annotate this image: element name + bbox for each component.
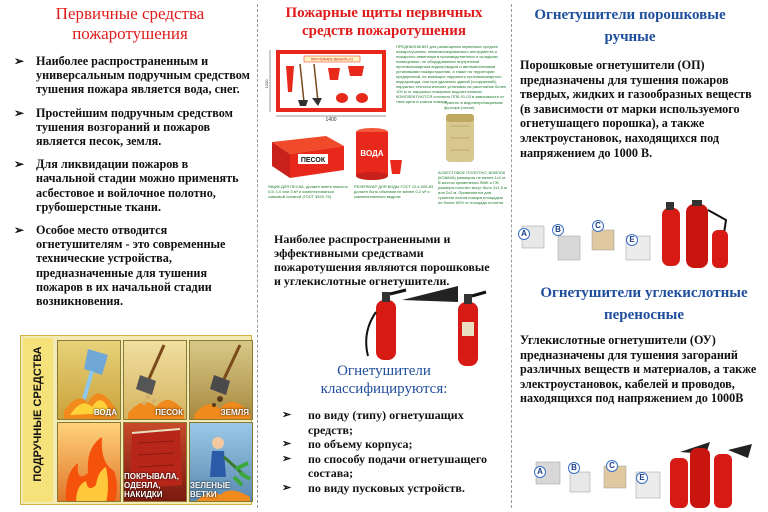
column2-bullets <box>282 408 508 495</box>
class-tag-a: A <box>534 466 546 478</box>
tile-label: ПОКРЫВАЛА, ОДЕЯЛА, НАКИДКИ <box>124 472 179 499</box>
water-barrel-caption: РЕЗЕРВУАР ДЛЯ ВОДЫ ГОСТ 12.4.009-83 должен быть объемом не менее 0,2 м³ и комплектоваться ведром <box>354 184 434 199</box>
panel-sign: ПРИ ПОЖАРЕ ЗВОНИТЬ 01 <box>311 57 353 62</box>
class-tag-c: C <box>592 220 604 232</box>
arrow-bullet-icon: ➢ <box>282 481 292 494</box>
tile-label: ВОДА <box>93 408 117 417</box>
improvised-means-collage <box>20 335 252 505</box>
list-item: ➢ по объему корпуса; <box>282 437 413 451</box>
tile-label: ЗЕМЛЯ <box>220 408 249 417</box>
arrow-bullet-icon: ➢ <box>14 223 25 238</box>
powder-extinguishers-title: Огнетушители порошковые ручные <box>534 7 726 45</box>
tile-earth <box>189 340 253 420</box>
arrow-bullet-icon: ➢ <box>14 105 25 120</box>
class-tag-e: E <box>636 472 648 484</box>
tile-label: ЗЕЛЕНЫЕ ВЕТКИ <box>190 481 231 499</box>
sand-box-icon <box>268 128 348 180</box>
panel-height-dimension: 1200 <box>264 79 269 89</box>
column-primary-means <box>0 0 256 512</box>
list-item: ➢ Простейшим подручным средством тушения возгораний и пожаров является песок, земля. <box>14 105 233 149</box>
tile-water <box>57 340 121 420</box>
column1-title: Первичные средства пожаротушения <box>55 4 205 43</box>
fire-icon <box>58 423 121 502</box>
column1-bullets <box>14 54 250 317</box>
class-tag-c: C <box>606 460 618 472</box>
column2-subtitle: Огнетушители классифицируются: <box>320 363 448 397</box>
fire-panel-diagram <box>264 46 394 122</box>
list-item: ➢ по способу подачи огнетушащего состава; <box>282 451 488 480</box>
asbestos-cloth-caption: АСБЕСТОВОЕ ПОЛОТНО, ВОЙЛОК (КОШМА) размером не менее 1х1 м. В местах применения ЛВЖ и ГЖ размеры полотен могут быть 2х1,5 м или 2х2 м. Применяется для тушения очагов пожара площадью не более 50% от площади полотна <box>438 170 507 205</box>
list-item: ➢ Наиболее распространенным и универсальным подручным средством тушения пожара является вода, снег. <box>14 54 250 97</box>
sand-box-caption: ЯЩИК ДЛЯ ПЕСКА, должен иметь емкость 0,5; 1,0 или 3 м³ и комплектоваться совковой лопатой (ГОСТ 3620-76) <box>268 184 348 199</box>
extinguishers-pair-icon <box>362 282 512 372</box>
panel-description: ПРЕДНАЗНАЧЕН для размещения первичных средств пожаротушения, немеханизированного инструмента и пожарного инвентаря в производственных и складских помещениях, не оборудованных внутренним противопожарным водопроводом и автоматическими установками пожаротушения, а также на территории предприятий, не имеющих наружного противопожарного водопровода, или при удалении зданий (сооружений), наружных технологических установок на расстояние более 100 м от наружных пожарных водоисточников. КОМПЛЕКТУЮТСЯ согласно ППБ 01-03 в зависимости от типа щита и класса пожара <box>396 44 507 104</box>
tile-blanket <box>123 422 187 502</box>
column2-body-text: Наиболее распространенными и эффективными средствами пожаротушения являются порошковые и углекислотные огнетушители. <box>274 232 490 288</box>
co2-extinguishers-title: Огнетушители углекислотные переносные <box>540 285 748 323</box>
list-item: ➢ по виду пусковых устройств. <box>282 480 465 495</box>
arrow-bullet-icon: ➢ <box>282 452 292 465</box>
list-item: ➢ по виду (типу) огнетушащих средств; <box>282 408 464 437</box>
class-tag-b: B <box>568 462 580 474</box>
tile-label: ПЕСОК <box>155 408 183 417</box>
co2-extinguishers-text: Углекислотные огнетушители (ОУ) предназначены для тушения загораний различных веществ и материалов, а также электроустановок, кабелей и проводов, находящихся под напряжением до 1000В <box>520 333 757 406</box>
class-tag-e: E <box>626 234 638 246</box>
class-tag-a: A <box>518 228 530 240</box>
class-tag-b: B <box>552 224 564 236</box>
arrow-bullet-icon: ➢ <box>282 438 292 450</box>
water-barrel-label: ВОДА <box>360 149 384 158</box>
arrow-bullet-icon: ➢ <box>282 409 292 421</box>
collage-vertical-label: ПОДРУЧНЫЕ СРЕДСТВА <box>23 338 53 502</box>
arrow-bullet-icon: ➢ <box>14 54 25 68</box>
column-extinguishers <box>512 0 768 512</box>
tile-fire <box>57 422 121 502</box>
panel-width-dimension: 1400 <box>325 117 337 122</box>
arrow-bullet-icon: ➢ <box>14 157 25 172</box>
powder-extinguishers-text: Порошковые огнетушители (ОП) предназначены для тушения пожаров твердых, жидких и газообразных веществ (в зависимости от марки используемого огнетушащего порошка), а также электроустановок, находящихся под напряжением до 1000 В. <box>520 58 752 160</box>
asbestos-cloth-case-icon <box>440 110 480 168</box>
water-barrel-icon <box>352 124 404 182</box>
list-item: ➢ Особое место отводится огнетушителям - это современные технические устройства, предназначенные для тушения пожаров в их начальной стадии возникновения. <box>14 223 226 309</box>
cloth-case-caption: Хранить в водонепроницаемом футляре (чехле) <box>444 100 503 110</box>
tile-sand <box>123 340 187 420</box>
list-item: ➢ Для ликвидации пожаров в начальной стадии можно применять асбестовое и войлочное полотно, грубошерстные ткани. <box>14 157 239 214</box>
column2-title: Пожарные щиты первичных средств пожаротушения <box>285 5 483 39</box>
column-fire-panels <box>258 0 510 512</box>
sand-box-label: ПЕСОК <box>300 157 326 164</box>
tile-green-branches <box>189 422 253 502</box>
